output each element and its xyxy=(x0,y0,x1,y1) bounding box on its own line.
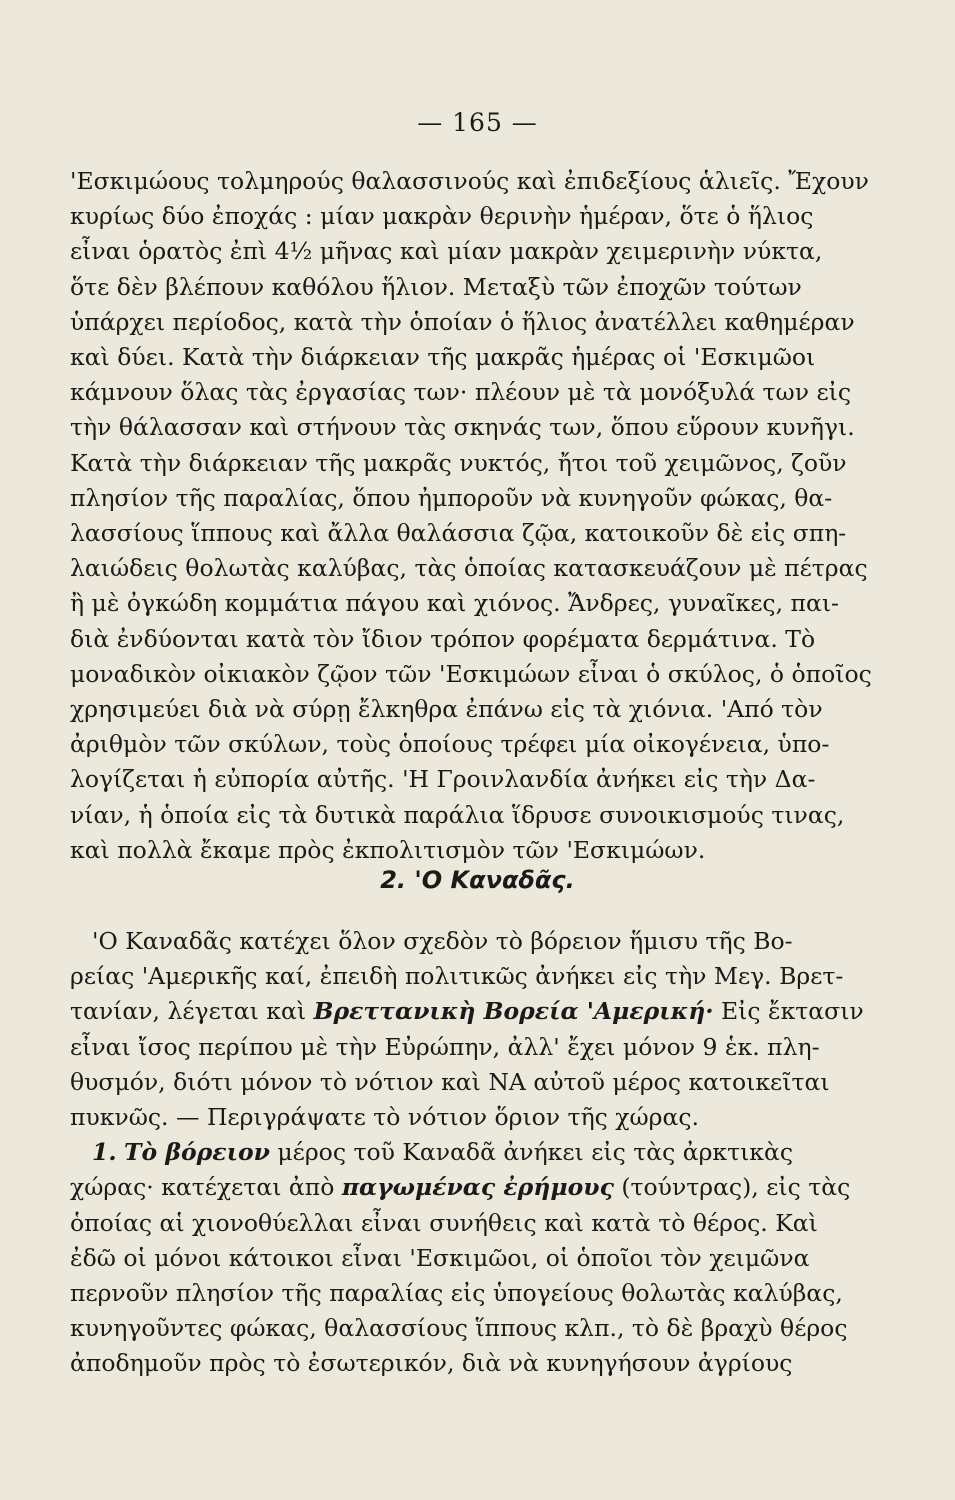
text-line: ἀποδημοῦν πρὸς τὸ ἐσωτερικόν, διὰ νὰ κυνηγήσουν ἀγρίους xyxy=(70,1349,793,1378)
text-line xyxy=(70,1135,800,1170)
text-fragment: χώρας· κατέχεται ἀπὸ xyxy=(70,1173,335,1202)
text-line: λασσίους ἵππους καὶ ἄλλα θαλάσσια ζῷα, κατοικοῦν δὲ εἰς σπη- xyxy=(70,519,847,548)
text-line: πλησίον τῆς παραλίας, ὅπου ἠμποροῦν νὰ κυνηγοῦν φώκας, θα- xyxy=(70,483,833,512)
text-line: διὰ ἐνδύονται κατὰ τὸν ἴδιον τρόπον φορέματα δερμάτινα. Τὸ xyxy=(70,624,816,653)
text-line: χρησιμεύει διὰ νὰ σύρῃ ἔλκηθρα ἐπάνω εἰς τὰ χιόνια. 'Από τὸν xyxy=(70,695,823,724)
text-line: ὅτε δὲν βλέπουν καθόλου ἥλιον. Μεταξὺ τῶν ἐποχῶν τούτων xyxy=(70,272,802,301)
text-line: ὑπάρχει περίοδος, κατὰ τὴν ὁποίαν ὁ ἥλιος ἀνατέλλει καθημέραν xyxy=(70,307,855,336)
text-line: νίαν, ἡ ὁποία εἰς τὰ δυτικὰ παράλια ἵδρυσε συνοικισμούς τινας, xyxy=(70,800,845,829)
text-line xyxy=(70,994,864,1029)
text-line: καὶ πολλὰ ἔκαμε πρὸς ἐκπολιτισμὸν τῶν 'Εσκιμώων. xyxy=(70,835,706,864)
text-line: Κατὰ τὴν διάρκειαν τῆς μακρᾶς νυκτός, ἤτοι τοῦ χειμῶνος, ζοῦν xyxy=(70,448,847,477)
paragraph-eskimos xyxy=(70,164,872,868)
text-line: πυκνῶς. — Περιγράψατε τὸ νότιον ὅριον τῆς χώρας. xyxy=(70,1103,699,1132)
list-number: 1. xyxy=(92,1138,117,1167)
text-fragment: μέρος τοῦ Καναδᾶ ἀνήκει εἰς τὰς ἀρκτικὰς xyxy=(277,1138,794,1167)
text-line: κυνηγοῦντες φώκας, θαλασσίους ἵππους κλπ., τὸ δὲ βραχὺ θέρος xyxy=(70,1314,848,1343)
emphasis-term: Βρεττανικὴ Βορεία 'Αμερική· xyxy=(313,997,714,1026)
paragraph-canada xyxy=(70,924,864,1382)
text-fragment: τανίαν, λέγεται καὶ xyxy=(70,997,307,1026)
text-line: εἶναι ὁρατὸς ἐπὶ 4½ μῆνας καὶ μίαν μακρὰν χειμερινὴν νύκτα, xyxy=(70,237,823,266)
text-line: καὶ δύει. Κατὰ τὴν διάρκειαν τῆς μακρᾶς ἡμέρας οἱ 'Εσκιμῶοι xyxy=(70,343,816,372)
text-line: μοναδικὸν οἰκιακὸν ζῷον τῶν 'Εσκιμώων εἶναι ὁ σκύλος, ὁ ὁποῖος xyxy=(70,659,872,688)
text-line: ρείας 'Αμερικῆς καί, ἐπειδὴ πολιτικῶς ἀνήκει εἰς τὴν Μεγ. Βρετ- xyxy=(70,962,844,991)
text-fragment: Εἰς ἔκτασιν xyxy=(721,997,864,1026)
text-line: ὁποίας αἱ χιονοθύελλαι εἶναι συνήθεις καὶ κατὰ τὸ θέρος. Καὶ xyxy=(70,1208,818,1237)
section-heading: 2. 'Ο Καναδᾶς. xyxy=(380,866,575,894)
text-line: ἀριθμὸν τῶν σκύλων, τοὺς ὁποίους τρέφει μία οἰκογένεια, ὑπο- xyxy=(70,730,830,759)
text-line: τὴν θάλασσαν καὶ στήνουν τὰς σκηνάς των, ὅπου εὕρουν κυνῆγι. xyxy=(70,413,855,442)
text-line: κάμνουν ὅλας τὰς ἐργασίας των· πλέουν μὲ τὰ μονόξυλά των εἰς xyxy=(70,378,852,407)
text-fragment: (τούντρας), εἰς τὰς xyxy=(621,1173,851,1202)
emphasis-term: παγωμένας ἐρήμους xyxy=(341,1173,614,1202)
text-line: περνοῦν πλησίον τῆς παραλίας εἰς ὑπογείους θολωτὰς καλύβας, xyxy=(70,1279,843,1308)
text-line: ἐδῶ οἱ μόνοι κάτοικοι εἶναι 'Εσκιμῶοι, οἱ ὁποῖοι τὸν χειμῶνα xyxy=(70,1243,810,1272)
text-line: κυρίως δύο ἐποχάς : μίαν μακρὰν θερινὴν ἡμέραν, ὅτε ὁ ἥλιος xyxy=(70,202,814,231)
text-line xyxy=(70,1170,851,1205)
text-line: λογίζεται ἡ εὐπορία αὐτῆς. 'Η Γροινλανδία ἀνήκει εἰς τὴν Δα- xyxy=(70,765,816,794)
text-line: θυσμόν, διότι μόνον τὸ νότιον καὶ ΝΑ αὐτοῦ μέρος κατοικεῖται xyxy=(70,1067,830,1096)
page-number: — 165 — xyxy=(417,108,538,137)
text-line: ἢ μὲ ὀγκώδη κομμάτια πάγου καὶ χιόνος. Ἄνδρες, γυναῖκες, παι- xyxy=(70,589,839,618)
text-line: λαιώδεις θολωτὰς καλύβας, τὰς ὁποίας κατασκευάζουν μὲ πέτρας xyxy=(70,554,868,583)
emphasis-term: Τὸ βόρειον xyxy=(124,1138,270,1167)
text-line: 'Εσκιμώους τολμηρούς θαλασσινούς καὶ ἐπιδεξίους ἁλιεῖς. Ἔχουν xyxy=(70,167,869,195)
text-line: εἶναι ἴσος περίπου μὲ τὴν Εὐρώπην, ἀλλ' ἔχει μόνον 9 ἑκ. πλη- xyxy=(70,1032,820,1061)
text-line: 'Ο Καναδᾶς κατέχει ὅλον σχεδὸν τὸ βόρειον ἥμισυ τῆς Βο- xyxy=(92,927,793,955)
